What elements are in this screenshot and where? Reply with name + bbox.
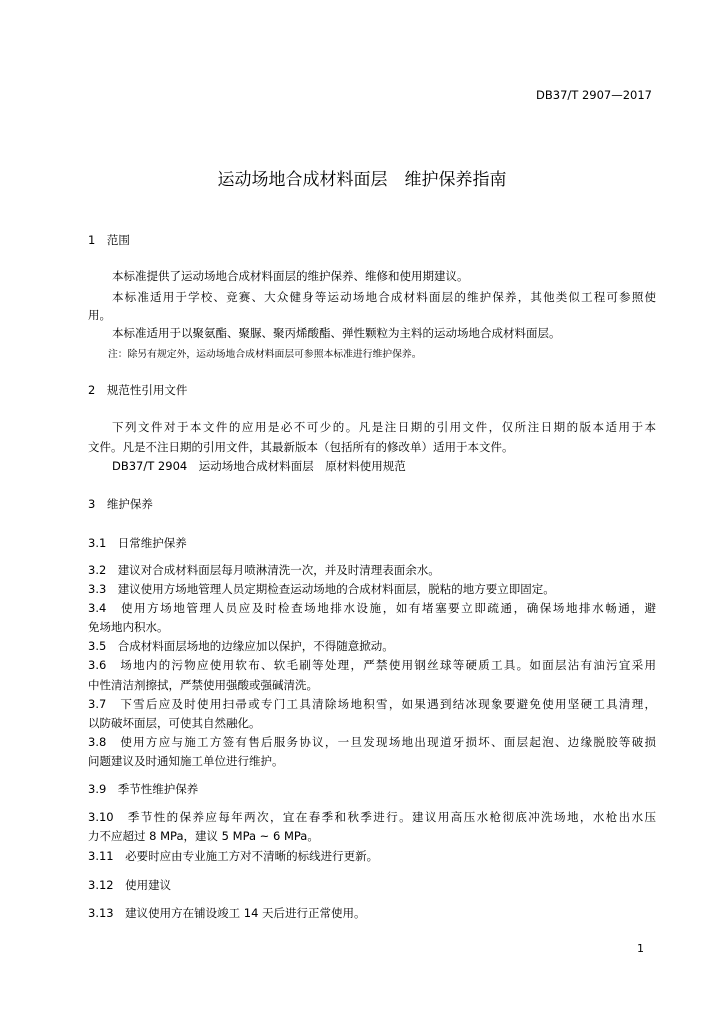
clause-3-7-line-2: 以防破坏面层，可使其自然融化。 [88,716,261,730]
clause-3-4-line-1: 3.4 使用方场地管理人员应及时检查场地排水设施，如有堵塞要立即疏通，确保场地排水畅通，避 [88,601,656,615]
section-1-note: 注：除另有规定外，运动场地合成材料面层可参照本标准进行维护保养。 [108,349,422,360]
clause-3-8-line-1: 3.8 使用方应与施工方签有售后服务协议，一旦发现场地出现道牙损坏、面层起泡、边缘脱胶等破损 [88,735,656,749]
clause-3-12-heading: 3.12 使用建议 [88,878,172,892]
clause-3-9-heading: 3.9 季节性维护保养 [88,782,199,796]
clause-3-13: 3.13 建议使用方在铺设竣工 14 天后进行正常使用。 [88,906,366,920]
clause-3-10-line-2: 力不应超过 8 MPa，建议 5 MPa ~ 6 MPa。 [88,829,319,843]
section-3-heading: 3 维护保养 [88,497,153,511]
section-2-reference: DB37/T 2904 运动场地合成材料面层 原材料使用规范 [112,459,406,473]
section-1-heading: 1 范围 [88,233,130,247]
standard-code: DB37/T 2907—2017 [536,88,652,102]
section-2-paragraph-line-2: 文件。凡是不注日期的引用文件，其最新版本（包括所有的修改单）适用于本文件。 [88,440,514,454]
clause-3-6-line-2: 中性清洁剂擦拭，严禁使用强酸或强碱清洗。 [88,678,318,692]
clause-3-4-line-2: 免场地内积水。 [88,620,169,634]
section-1-paragraph-2-line-2: 用。 [88,308,111,322]
clause-3-10-line-1: 3.10 季节性的保养应每年两次，宜在春季和秋季进行。建议用高压水枪彻底冲洗场地，水枪出水压 [88,810,656,824]
document-title: 运动场地合成材料面层 维护保养指南 [217,170,507,190]
clause-3-2: 3.2 建议对合成材料面层每月喷淋清洗一次，并及时清理表面余水。 [88,563,440,577]
page-number: 1 [637,942,644,955]
clause-3-11: 3.11 必要时应由专业施工方对不清晰的标线进行更新。 [88,849,379,863]
clause-3-8-line-2: 问题建议及时通知施工单位进行维护。 [88,754,284,768]
clause-3-3: 3.3 建议使用方场地管理人员定期检查运动场地的合成材料面层，脱粘的地方要立即固定。 [88,582,555,596]
clause-3-7-line-1: 3.7 下雪后应及时使用扫帚或专门工具清除场地积雪，如果遇到结冰现象要避免使用坚硬工具清理， [88,697,656,711]
section-2-paragraph-line-1: 下列文件对于本文件的应用是必不可少的。凡是注日期的引用文件，仅所注日期的版本适用于本 [112,420,656,434]
clause-3-1-heading: 3.1 日常维护保养 [88,536,187,550]
clause-3-5: 3.5 合成材料面层场地的边缘应加以保护，不得随意掀动。 [88,639,394,653]
section-2-heading: 2 规范性引用文件 [88,383,188,397]
section-1-paragraph-3: 本标准适用于以聚氨酯、聚脲、聚丙烯酸酯、弹性颗粒为主料的运动场地合成材料面层。 [112,326,561,340]
section-1-paragraph-2-line-1: 本标准适用于学校、竞赛、大众健身等运动场地合成材料面层的维护保养，其他类似工程可参照使 [112,290,656,304]
section-1-paragraph-1: 本标准提供了运动场地合成材料面层的维护保养、维修和使用期建议。 [112,269,469,283]
clause-3-6-line-1: 3.6 场地内的污物应使用软布、软毛刷等处理，严禁使用钢丝球等硬质工具。如面层沾有油污宜采用 [88,658,656,672]
